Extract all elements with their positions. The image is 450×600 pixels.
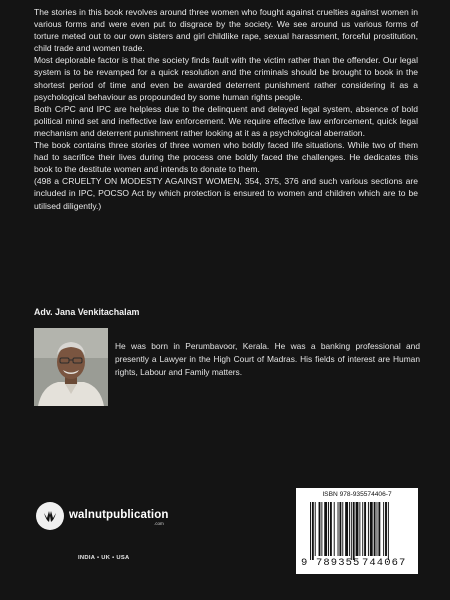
barcode-bar [388, 502, 389, 560]
blurb [34, 6, 418, 212]
barcode-bar [349, 502, 350, 556]
blurb-paragraph: The stories in this book revolves around three women who fought against cruelties against women in various forms and were even put to disgrace by the society. We see around us various forms of torture meted out to our own sisters and girl childlike rape, sexual harassment, forceful prostitution, child trade and women trade. [34, 7, 418, 54]
publisher-name: walnutpublication [69, 509, 169, 521]
barcode-lead-digit: 9 [301, 557, 309, 569]
publisher-locations: INDIA • UK • USA [78, 555, 130, 561]
barcode-left-digits: 789355 [316, 557, 361, 569]
barcode-bar [378, 502, 380, 556]
barcode-bar [321, 502, 322, 556]
isbn-text: ISBN 978-935574406-7 [322, 491, 392, 498]
barcode-bar [353, 502, 355, 560]
barcode-bar [362, 502, 363, 556]
barcode-bar [345, 502, 348, 556]
barcode-bar [342, 502, 343, 556]
blurb-paragraph: Both CrPC and IPC are helpless due to the delinquent and delayed legal system, absence of bold political mind set and ineffective law enforcement. We require effective law enforcement, quick legal mechanism and deterrent punishment rather looking at it as a psychological aberration. [34, 103, 418, 138]
author-name: Adv. Jana Venkitachalam [34, 307, 140, 317]
walnut-logo-icon [36, 502, 64, 530]
barcode-bar [364, 502, 366, 556]
barcode-bar [330, 502, 332, 556]
blurb-paragraph: Most deplorable factor is that the society finds fault with the victim rather than the offender. Our legal system is to be revamped for a quick resolution and the criminals should be brought to book in the shortest period of time and even be awarded deterrent punishment rather considering it as a psychological behaviour as propounded by some human rights people. [34, 55, 418, 102]
barcode-bar [370, 502, 373, 556]
author-portrait-icon [34, 328, 108, 406]
barcode-bar [368, 502, 369, 556]
barcode-bar [385, 502, 387, 556]
barcode-bar [328, 502, 329, 556]
barcode-bar [383, 502, 384, 556]
barcode-bar [356, 502, 359, 556]
barcode-bar [339, 502, 341, 556]
publisher-brand [36, 502, 168, 530]
publisher-domain-suffix: .com [154, 521, 164, 526]
barcode-bar [334, 502, 335, 556]
barcode-right-digits: 744067 [362, 557, 407, 569]
barcode-bar [324, 502, 327, 556]
barcode-bar [377, 502, 378, 556]
author-photo [34, 328, 108, 406]
barcode-bar [338, 502, 339, 556]
barcode-bar [312, 502, 314, 560]
blurb-paragraph: (498 a CRUELTY ON MODESTY AGAINST WOMEN, 354, 375, 376 and such various sections are included in IPC, POCSO Act by which protection is ensured to women and children which are to be utilised diligently.) [34, 176, 418, 211]
barcode-bar [351, 502, 352, 560]
barcode-bar [310, 502, 311, 560]
barcode-bar [359, 502, 360, 556]
isbn-barcode [296, 488, 418, 574]
barcode-bar [374, 502, 376, 556]
barcode-bar [315, 502, 316, 556]
barcode-bar [319, 502, 321, 556]
author-bio: He was born in Perumbavoor, Kerala. He was a banking professional and presently a Lawyer in the High Court of Madras. His fields of interest are Human rights, Labour and Family matters. [115, 341, 420, 377]
blurb-paragraph: The book contains three stories of three women who boldly faced life situations. While two of them had to sacrifice their lives during the process one boldly faced the challenges. He dedicates this book to the destitute women and intends to donate to them. [34, 140, 418, 175]
